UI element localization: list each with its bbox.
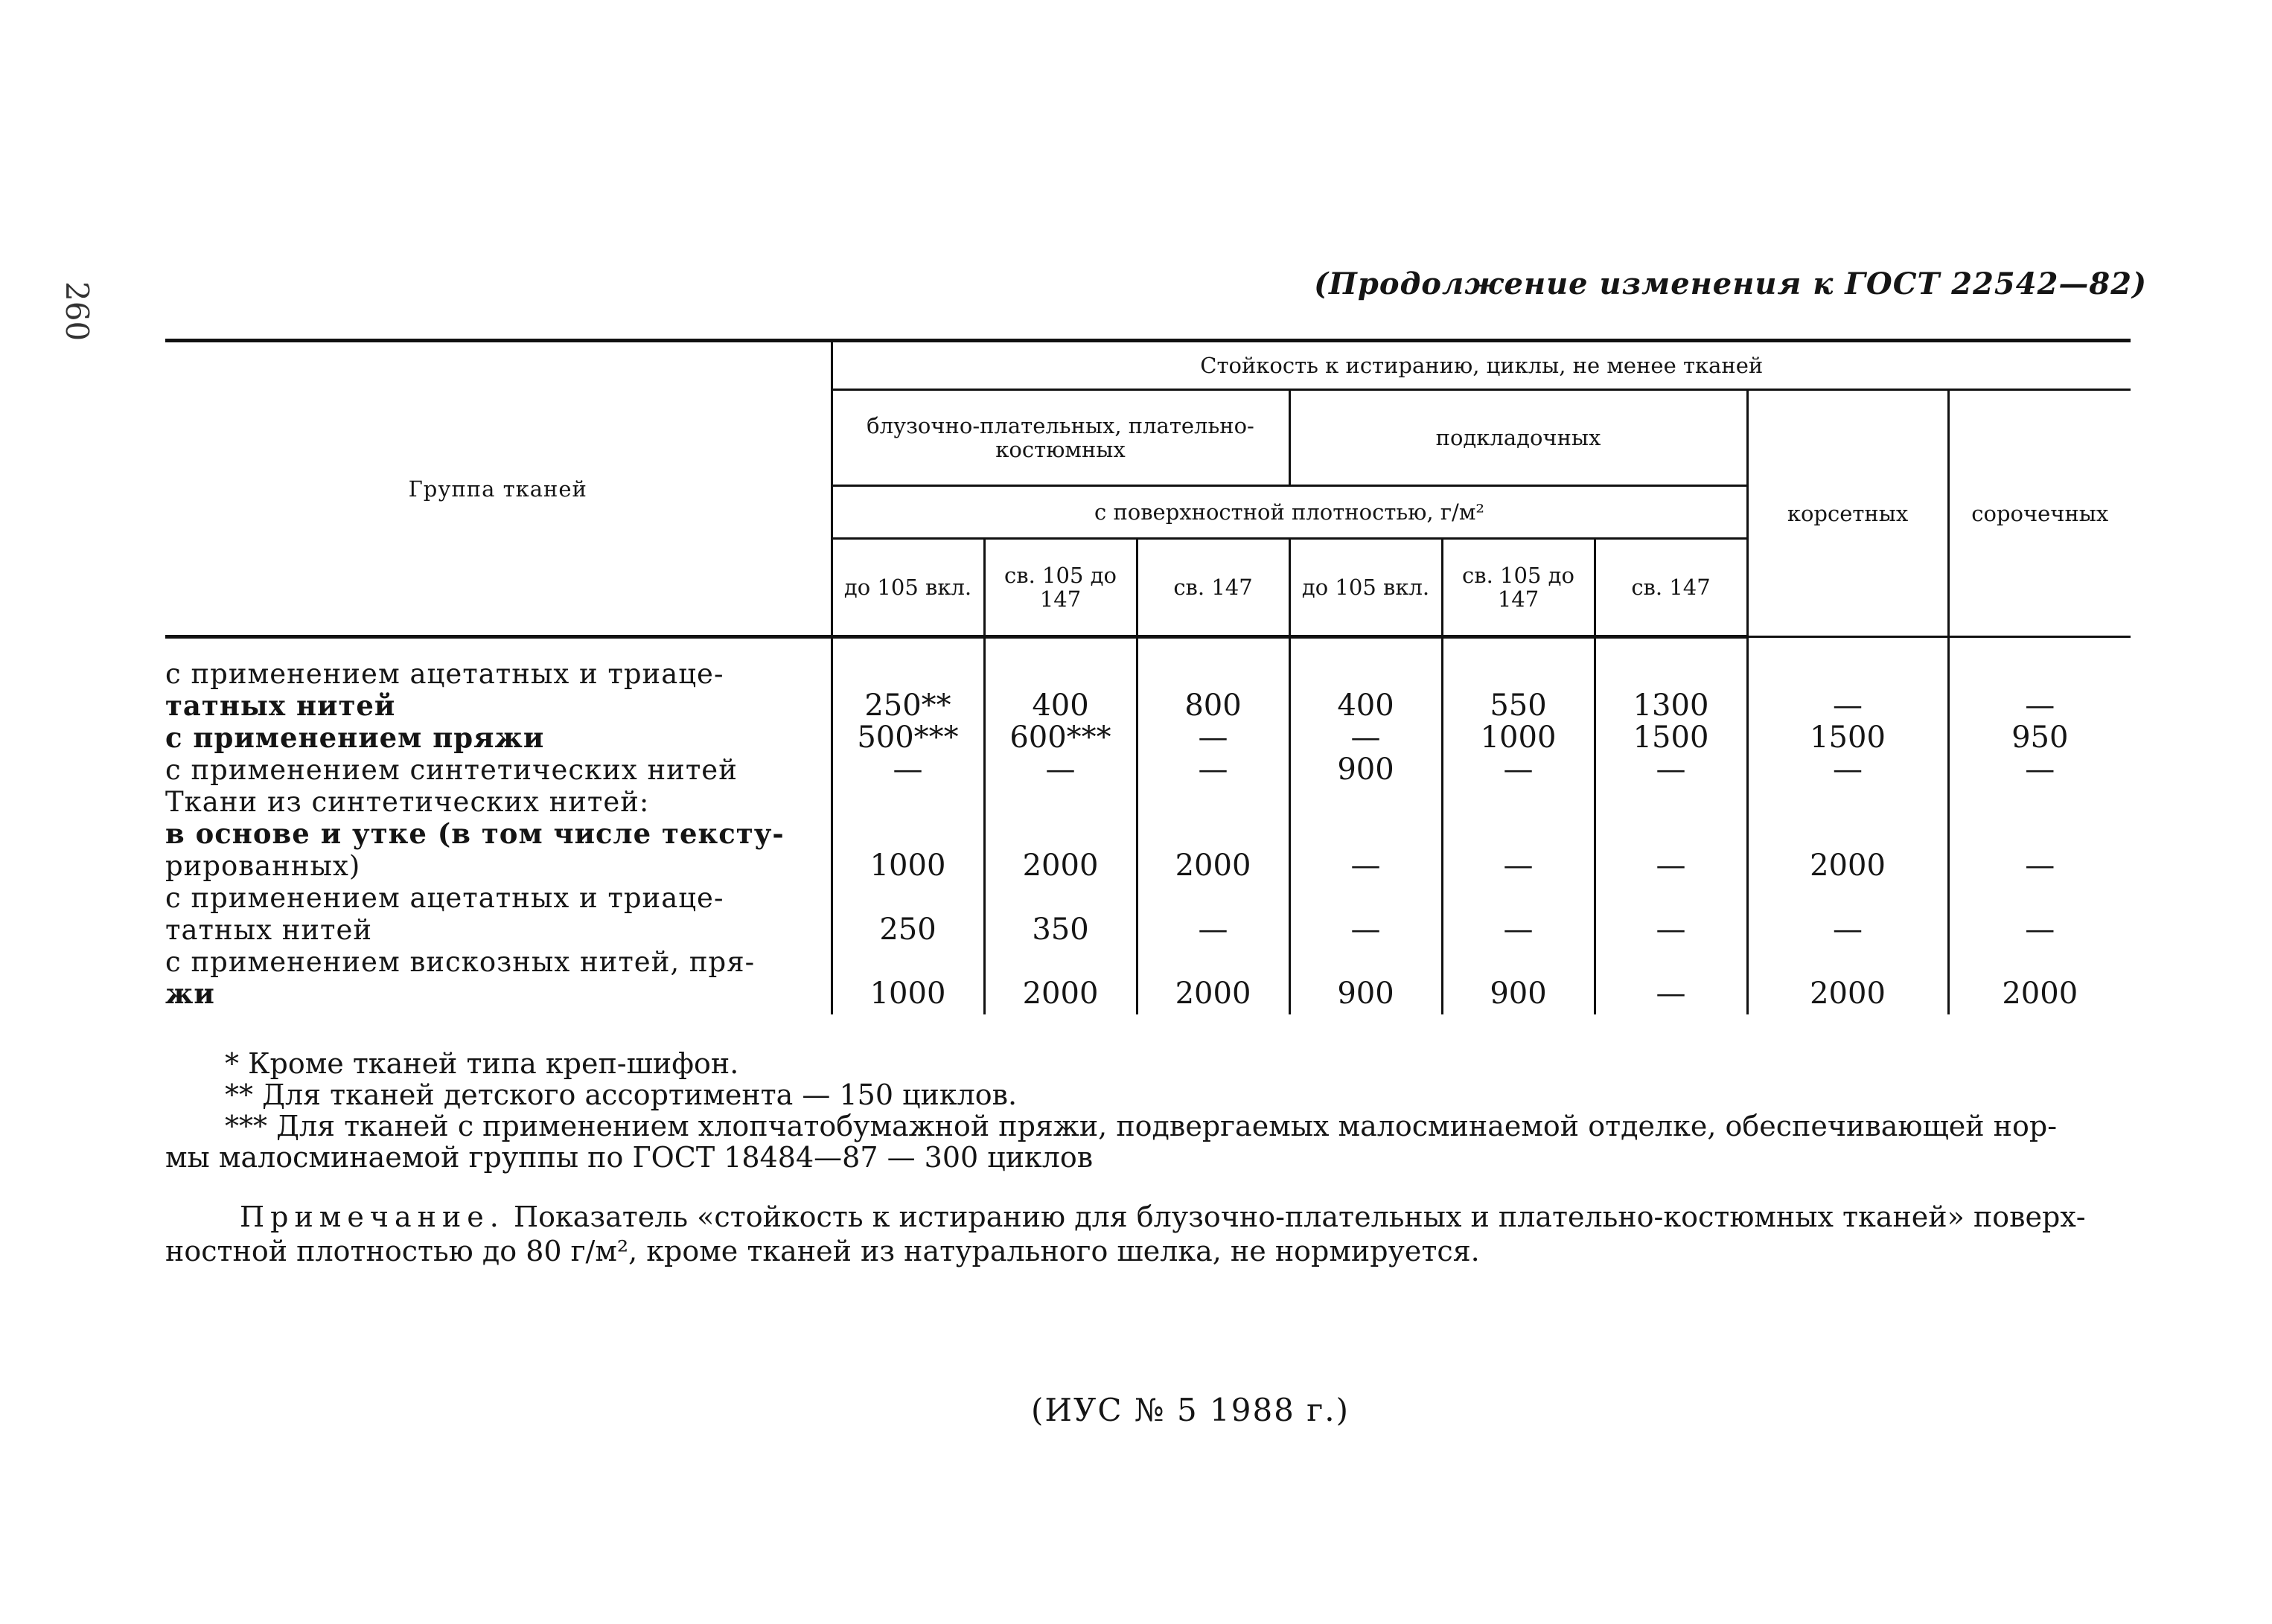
table-cell: 950 — [1948, 722, 2131, 754]
table-cell: — — [1948, 850, 2131, 882]
table-row — [165, 754, 2131, 786]
table-cell: 400 — [984, 690, 1137, 722]
resistance-header: Стойкость к истиранию, циклы, не менее тканей — [832, 341, 2131, 390]
table-row — [165, 722, 2131, 754]
table-cell: — — [1137, 722, 1289, 754]
table-cell: — — [1289, 850, 1442, 882]
table-cell: 600*** — [984, 722, 1137, 754]
note-line-2: ностной плотностью до 80 г/м², кроме тканей из натурального шелка, не нормируется. — [165, 1235, 1480, 1267]
table-cell: 400 — [1289, 690, 1442, 722]
table-cell: 350 — [984, 914, 1137, 946]
table-cell: — — [1595, 850, 1747, 882]
table-row — [165, 882, 2131, 914]
row-label: татных нитей — [165, 690, 396, 722]
footnote-1: * Кроме тканей типа креп-шифон. — [225, 1047, 739, 1080]
table-row — [165, 850, 2131, 882]
table-cell: 1000 — [832, 850, 984, 882]
table-cell: 2000 — [1747, 850, 1948, 882]
table-cell: 1300 — [1595, 690, 1747, 722]
row-label: татных нитей — [165, 914, 373, 946]
table-cell: 800 — [1137, 690, 1289, 722]
table-cell: 1500 — [1595, 722, 1747, 754]
table-cell: — — [1948, 914, 2131, 946]
table-cell: 250 — [832, 914, 984, 946]
table-cell: — — [1289, 722, 1442, 754]
table-row — [165, 637, 2131, 691]
blouse-header: блузочно-плательных, плательно-костюмных — [832, 390, 1289, 486]
table-row — [165, 690, 2131, 722]
note-line-1: Показатель «стойкость к истиранию для блузочно-плательных и плательно-костюмных тканей» поверх- — [513, 1201, 2086, 1233]
table-row — [165, 946, 2131, 978]
table-cell: — — [1442, 914, 1595, 946]
footnote-3: *** Для тканей с применением хлопчатобумажной пряжи, подвергаемых малосминаемой отделке, обеспечивающей нор- — [225, 1110, 2058, 1142]
density-col-4: до 105 вкл. — [1289, 539, 1442, 637]
table-cell: — — [1595, 914, 1747, 946]
table-cell: 2000 — [1747, 978, 1948, 1014]
lining-header: подкладочных — [1289, 390, 1747, 486]
table-cell: — — [1747, 754, 1948, 786]
shirt-header: сорочечных — [1948, 390, 2131, 637]
table-cell: — — [1948, 754, 2131, 786]
table-cell: — — [1137, 914, 1289, 946]
table-cell: — — [1747, 690, 1948, 722]
row-label: с применением ацетатных и триаце- — [165, 658, 724, 690]
row-label: в основе и утке (в том числе тексту- — [165, 818, 785, 850]
table-cell: — — [984, 754, 1137, 786]
row-label: жи — [165, 978, 215, 1010]
table-cell: 1000 — [1442, 722, 1595, 754]
table-cell: 900 — [1442, 978, 1595, 1014]
table-cell: 550 — [1442, 690, 1595, 722]
note-title: Примечание. — [240, 1201, 505, 1233]
table-row — [165, 818, 2131, 850]
table-cell: 250** — [832, 690, 984, 722]
table-cell: 900 — [1289, 978, 1442, 1014]
table-cell: 900 — [1289, 754, 1442, 786]
table-cell: — — [1442, 754, 1595, 786]
table-row — [165, 978, 2131, 1014]
density-col-3: св. 147 — [1137, 539, 1289, 637]
row-label: с применением вискозных нитей, пря- — [165, 946, 756, 978]
row-label: с применением пряжи — [165, 722, 545, 754]
page-number: 260 — [59, 281, 95, 342]
table-cell: 2000 — [1948, 978, 2131, 1014]
note — [165, 1200, 2138, 1268]
footnotes — [165, 1048, 2145, 1173]
table-row — [165, 914, 2131, 946]
table-cell: 2000 — [984, 978, 1137, 1014]
table-cell: — — [1289, 914, 1442, 946]
density-col-6: св. 147 — [1595, 539, 1747, 637]
page-header: (Продолжение изменения к ГОСТ 22542—82) — [1314, 266, 2147, 301]
group-header: Группа тканей — [165, 341, 832, 637]
footnote-2: ** Для тканей детского ассортимента — 150 циклов. — [225, 1078, 1018, 1111]
table-cell: — — [832, 754, 984, 786]
table-cell: 1500 — [1747, 722, 1948, 754]
density-col-5: св. 105 до 147 — [1442, 539, 1595, 637]
table-cell: — — [1595, 978, 1747, 1014]
section-label: Ткани из синтетических нитей: — [165, 786, 650, 818]
row-label: с применением синтетических нитей — [165, 754, 738, 786]
table-cell: 2000 — [984, 850, 1137, 882]
table-cell: 2000 — [1137, 850, 1289, 882]
table-cell: — — [1948, 690, 2131, 722]
table-cell: — — [1747, 914, 1948, 946]
footnote-3-continued: мы малосминаемой группы по ГОСТ 18484—87 — 300 циклов — [165, 1141, 1094, 1174]
issue-reference: (ИУС № 5 1988 г.) — [1031, 1392, 1350, 1428]
density-col-2: св. 105 до 147 — [984, 539, 1137, 637]
data-table — [165, 339, 2131, 1014]
table-cell: 1000 — [832, 978, 984, 1014]
row-label: с применением ацетатных и триаце- — [165, 882, 724, 914]
row-label: рированных) — [165, 850, 361, 882]
density-header: с поверхностной плотностью, г/м² — [832, 486, 1747, 539]
table-cell: — — [1442, 850, 1595, 882]
corset-header: корсетных — [1747, 390, 1948, 637]
abrasion-table — [165, 339, 2131, 1014]
density-col-1: до 105 вкл. — [832, 539, 984, 637]
table-cell: 2000 — [1137, 978, 1289, 1014]
table-cell: — — [1137, 754, 1289, 786]
table-cell: 500*** — [832, 722, 984, 754]
table-row — [165, 786, 2131, 818]
table-cell: — — [1595, 754, 1747, 786]
